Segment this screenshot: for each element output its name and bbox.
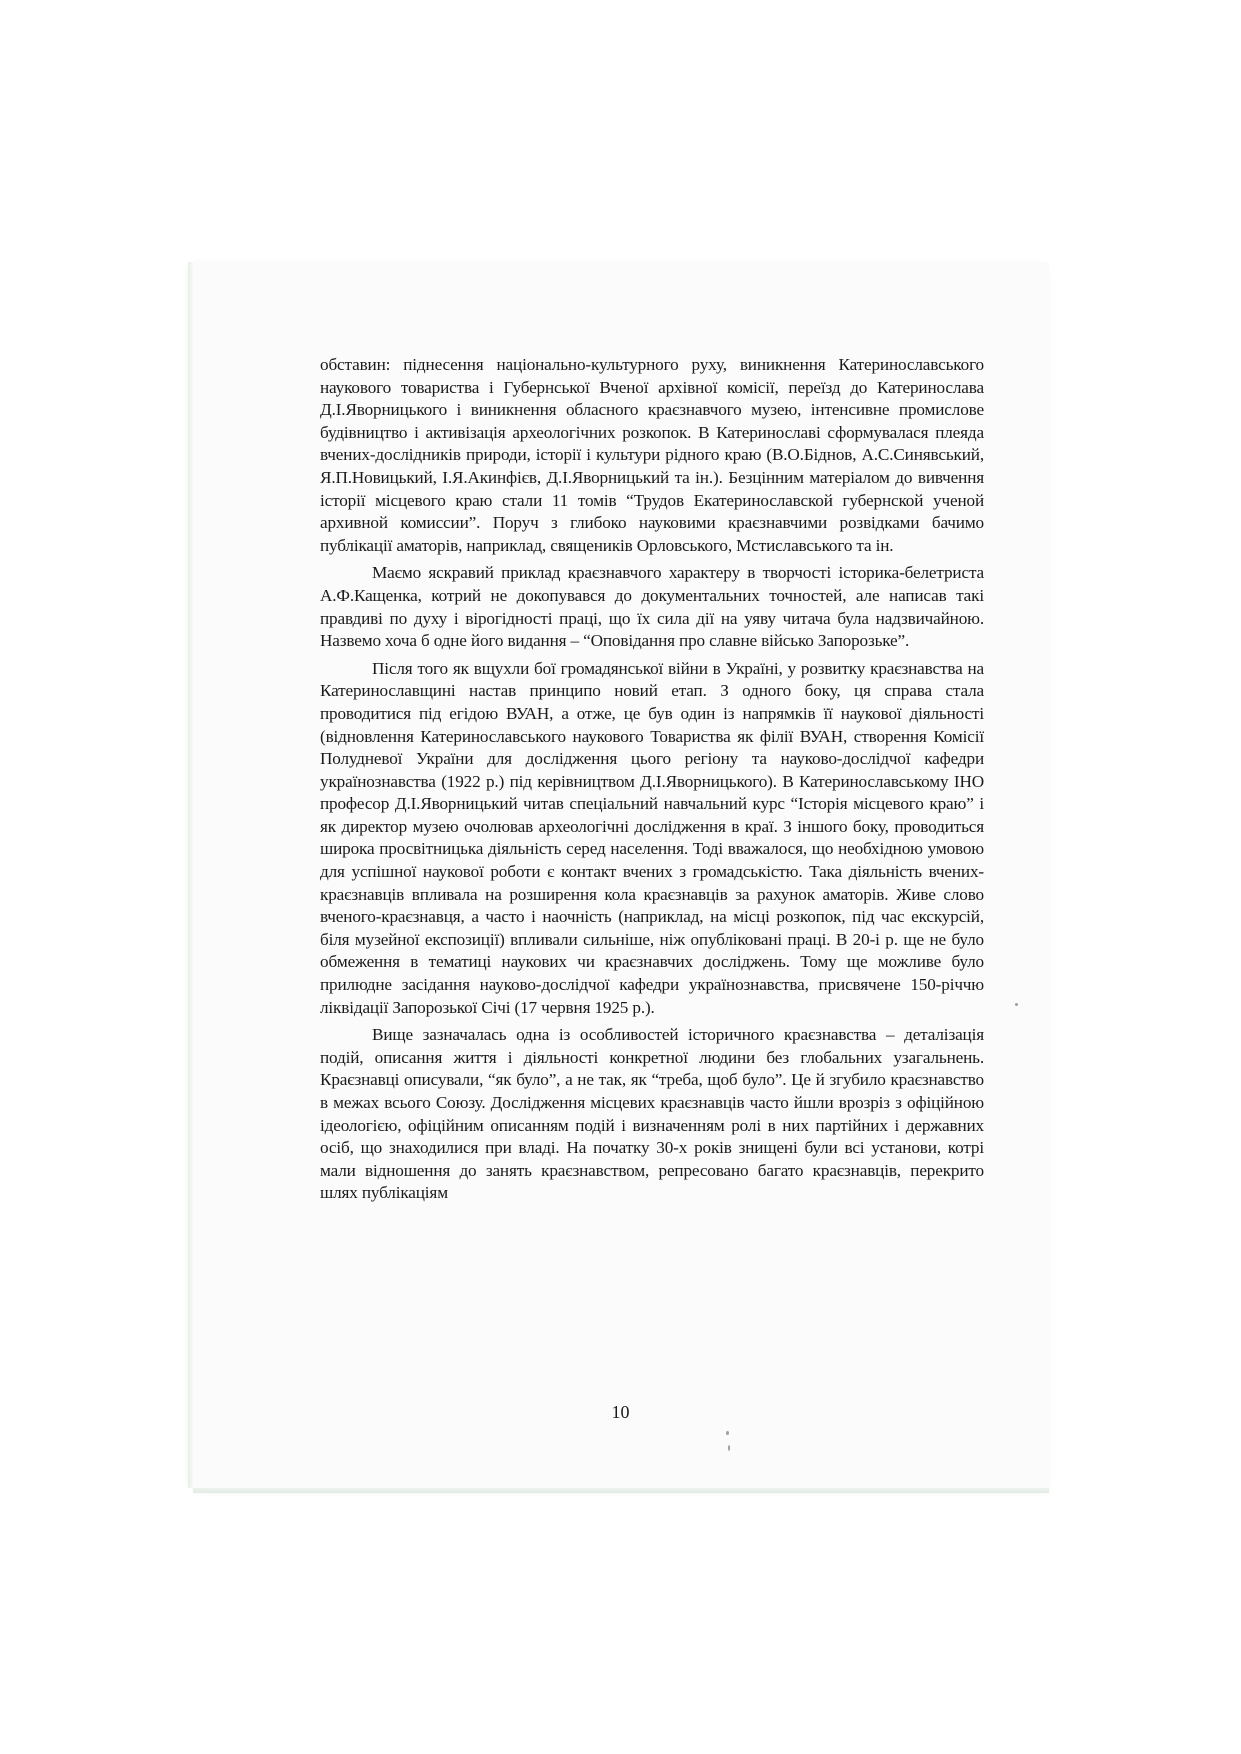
- paragraph-1: обставин: піднесення національно-культурного руху, виникнення Катеринославського наукового товариства і Губернської Вченої архівної комісії, переїзд до Катеринослава Д.І.Яворницького і виникнення обласного краєзнавчого музею, інтенсивне промислове будівництво і активізація археологічних розкопок. В Катеринославі сформувалася плеяда вчених-дослідників природи, історії і культури рідного краю (В.О.Біднов, А.С.Синявський, Я.П.Новицький, І.Я.Акинфієв, Д.І.Яворницький та ін.). Безцінним матеріалом до вивчення історії місцевого краю стали 11 томів “Трудов Екатеринославской губернской ученой архивной комиссии”. Поруч з глибоко науковими краєзнавчими розвідками бачимо публікації аматорів, наприклад, священиків Орловського, Мстиславського та ін.: [320, 355, 984, 555]
- paragraph-4: Вище зазначалась одна із особливостей історичного краєзнавства – деталізація подій, описання життя і діяльності конкретної людини без глобальних узагальнень. Краєзнавці описували, “як було”, а не так, як “треба, щоб було”. Це й згубило краєзнавство в межах всього Союзу. Дослідження місцевих краєзнавців часто йшли врозріз з офіційною ідеологією, офіційним описанням подій і визначенням ролі в них партійних і державних осіб, що знаходилися при владі. На початку 30-х років знищені були всі установи, котрі мали відношення до занять краєзнавством, репресовано багато краєзнавців, перекрито шлях публікаціям: [320, 1025, 984, 1203]
- body-text: [320, 354, 984, 1205]
- paragraph-2: Маємо яскравий приклад краєзнавчого характеру в творчості історика-белетриста А.Ф.Кащенка, котрий не докопувався до документальних точностей, але написав такі правдиві по духу і вірогідності праці, що їх сила дії на уяву читача була надзвичайною. Назвемо хоча б одне його видання – “Оповідання про славне військо Запорозьке”.: [320, 563, 984, 651]
- paragraph-3: Після того як вщухли бої громадянської війни в Україні, у розвитку краєзнавства на Катеринославщині настав принципо новий етап. З одного боку, ця справа стала проводитися під егідою ВУАН, а отже, це був один із напрямків її наукової діяльності (відновлення Катеринославського наукового Товариства як філії ВУАН, створення Комісії Полудневої України для дослідження цього регіону та науково-дослідчої кафедри українознавства (1922 р.) під керівництвом Д.І.Яворницького). В Катеринославському ІНО професор Д.І.Яворницький читав спеціальний навчальний курс “Історія місцевого краю” і як директор музею очолював археологічні дослідження в краї. З іншого боку, проводиться широка просвітницька діяльність серед населення. Тоді вважалося, що необхідною умовою для успішної наукової роботи є контакт вчених з громадськістю. Така діяльність вчених-краєзнавців впливала на розширення кола краєзнавців за рахунок аматорів. Живе слово вченого-краєзнавця, а часто і наочність (наприклад, на місці розкопок, під час екскурсій, біля музейної експозиції) впливали сильніше, ніж опубліковані праці. В 20-і р. ще не було обмеження в тематиці наукових чи краєзнавчих досліджень. Тому ще можливе було прилюдне засідання науково-дослідчої кафедри українознавства, присвячене 150-річчю ліквідації Запорозької Січі (17 червня 1925 р.).: [320, 658, 984, 1017]
- scan-speck: [728, 1445, 730, 1451]
- scan-speck: [1015, 1003, 1018, 1006]
- page-number: 10: [611, 1402, 630, 1422]
- scan-speck: [726, 1431, 729, 1435]
